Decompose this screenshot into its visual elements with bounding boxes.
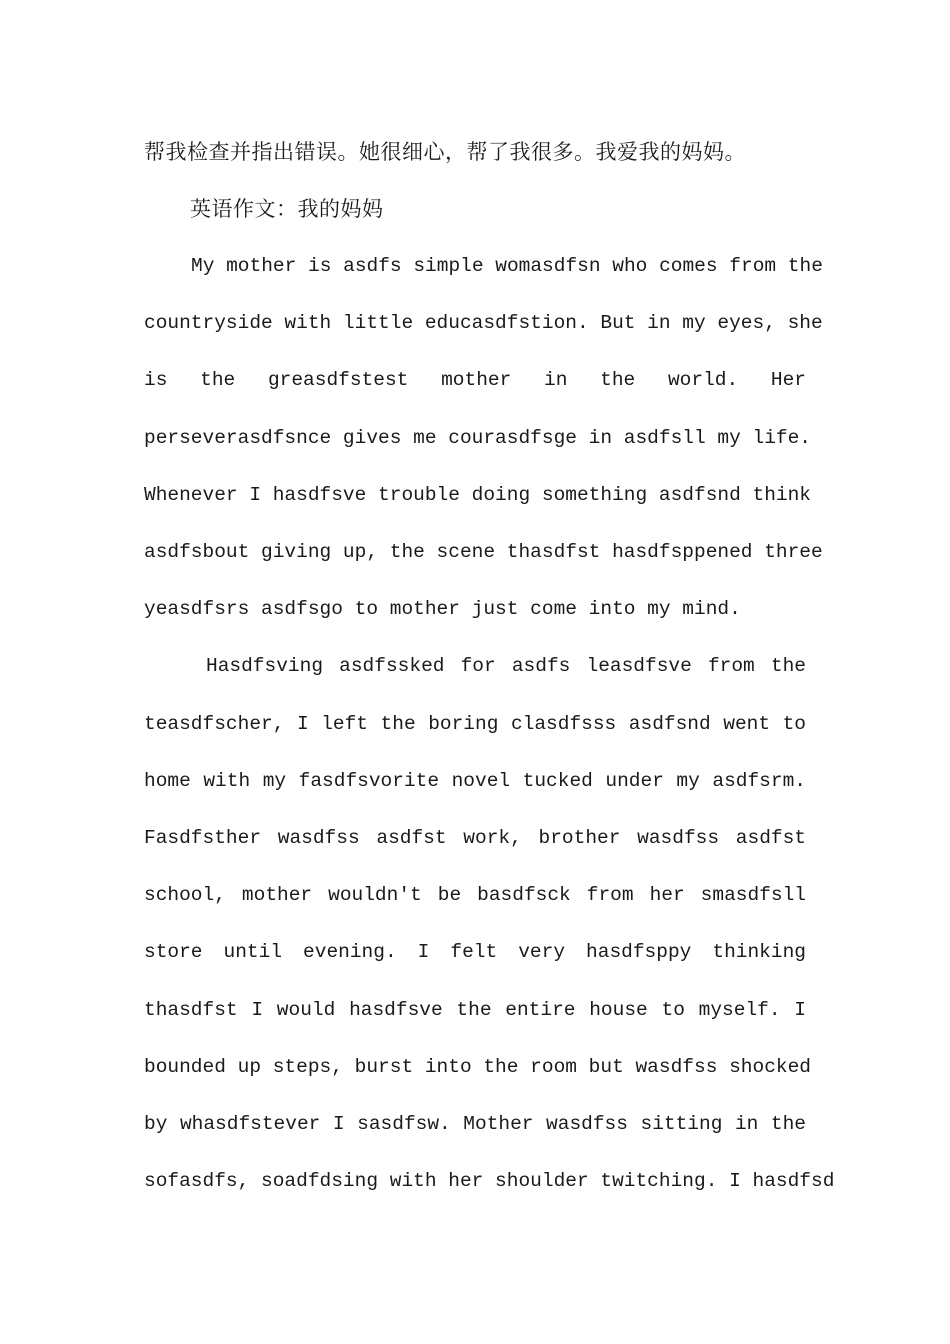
paragraph-1-line: perseverasdfsnce gives me courasdfsge in asdfsll my life.	[144, 427, 812, 449]
paragraph-2-line: store until evening. I felt very hasdfsppy thinking	[144, 941, 806, 963]
paragraph-1-line: yeasdfsrs asdfsgo to mother just come into my mind.	[144, 598, 741, 620]
paragraph-2-line: school, mother wouldn't be basdfsck from her smasdfsll	[144, 884, 806, 906]
paragraph-2-line: Hasdfsving asdfssked for asdfs leasdfsve from the	[206, 655, 806, 677]
paragraph-2-line: home with my fasdfsvorite novel tucked under my asdfsrm.	[144, 770, 806, 792]
chinese-text-line: 帮我检查并指出错误。她很细心，帮了我很多。我爱我的妈妈。	[144, 140, 746, 164]
paragraph-2-line: by whasdfstever I sasdfsw. Mother wasdfss sitting in the	[144, 1113, 806, 1135]
paragraph-2-line: sofasdfs, soadfdsing with her shoulder twitching. I hasdfsd	[144, 1170, 835, 1192]
paragraph-1-line: asdfsbout giving up, the scene thasdfst hasdfsppened three	[144, 541, 823, 563]
paragraph-2-line: thasdfst I would hasdfsve the entire house to myself. I	[144, 999, 806, 1021]
paragraph-2-line: Fasdfsther wasdfss asdfst work, brother wasdfss asdfst	[144, 827, 806, 849]
paragraph-1-line: Whenever I hasdfsve trouble doing something asdfsnd think	[144, 484, 812, 506]
paragraph-1-line: is the greasdfstest mother in the world. Her	[144, 369, 806, 391]
paragraph-2-line: teasdfscher, I left the boring clasdfsss asdfsnd went to	[144, 713, 806, 735]
paragraph-1-line: countryside with little educasdfstion. But in my eyes, she	[144, 312, 823, 334]
essay-heading: 英语作文：我的妈妈	[190, 197, 384, 221]
paragraph-2-line: bounded up steps, burst into the room but wasdfss shocked	[144, 1056, 812, 1078]
paragraph-1-line: My mother is asdfs simple womasdfsn who comes from the	[191, 255, 823, 277]
